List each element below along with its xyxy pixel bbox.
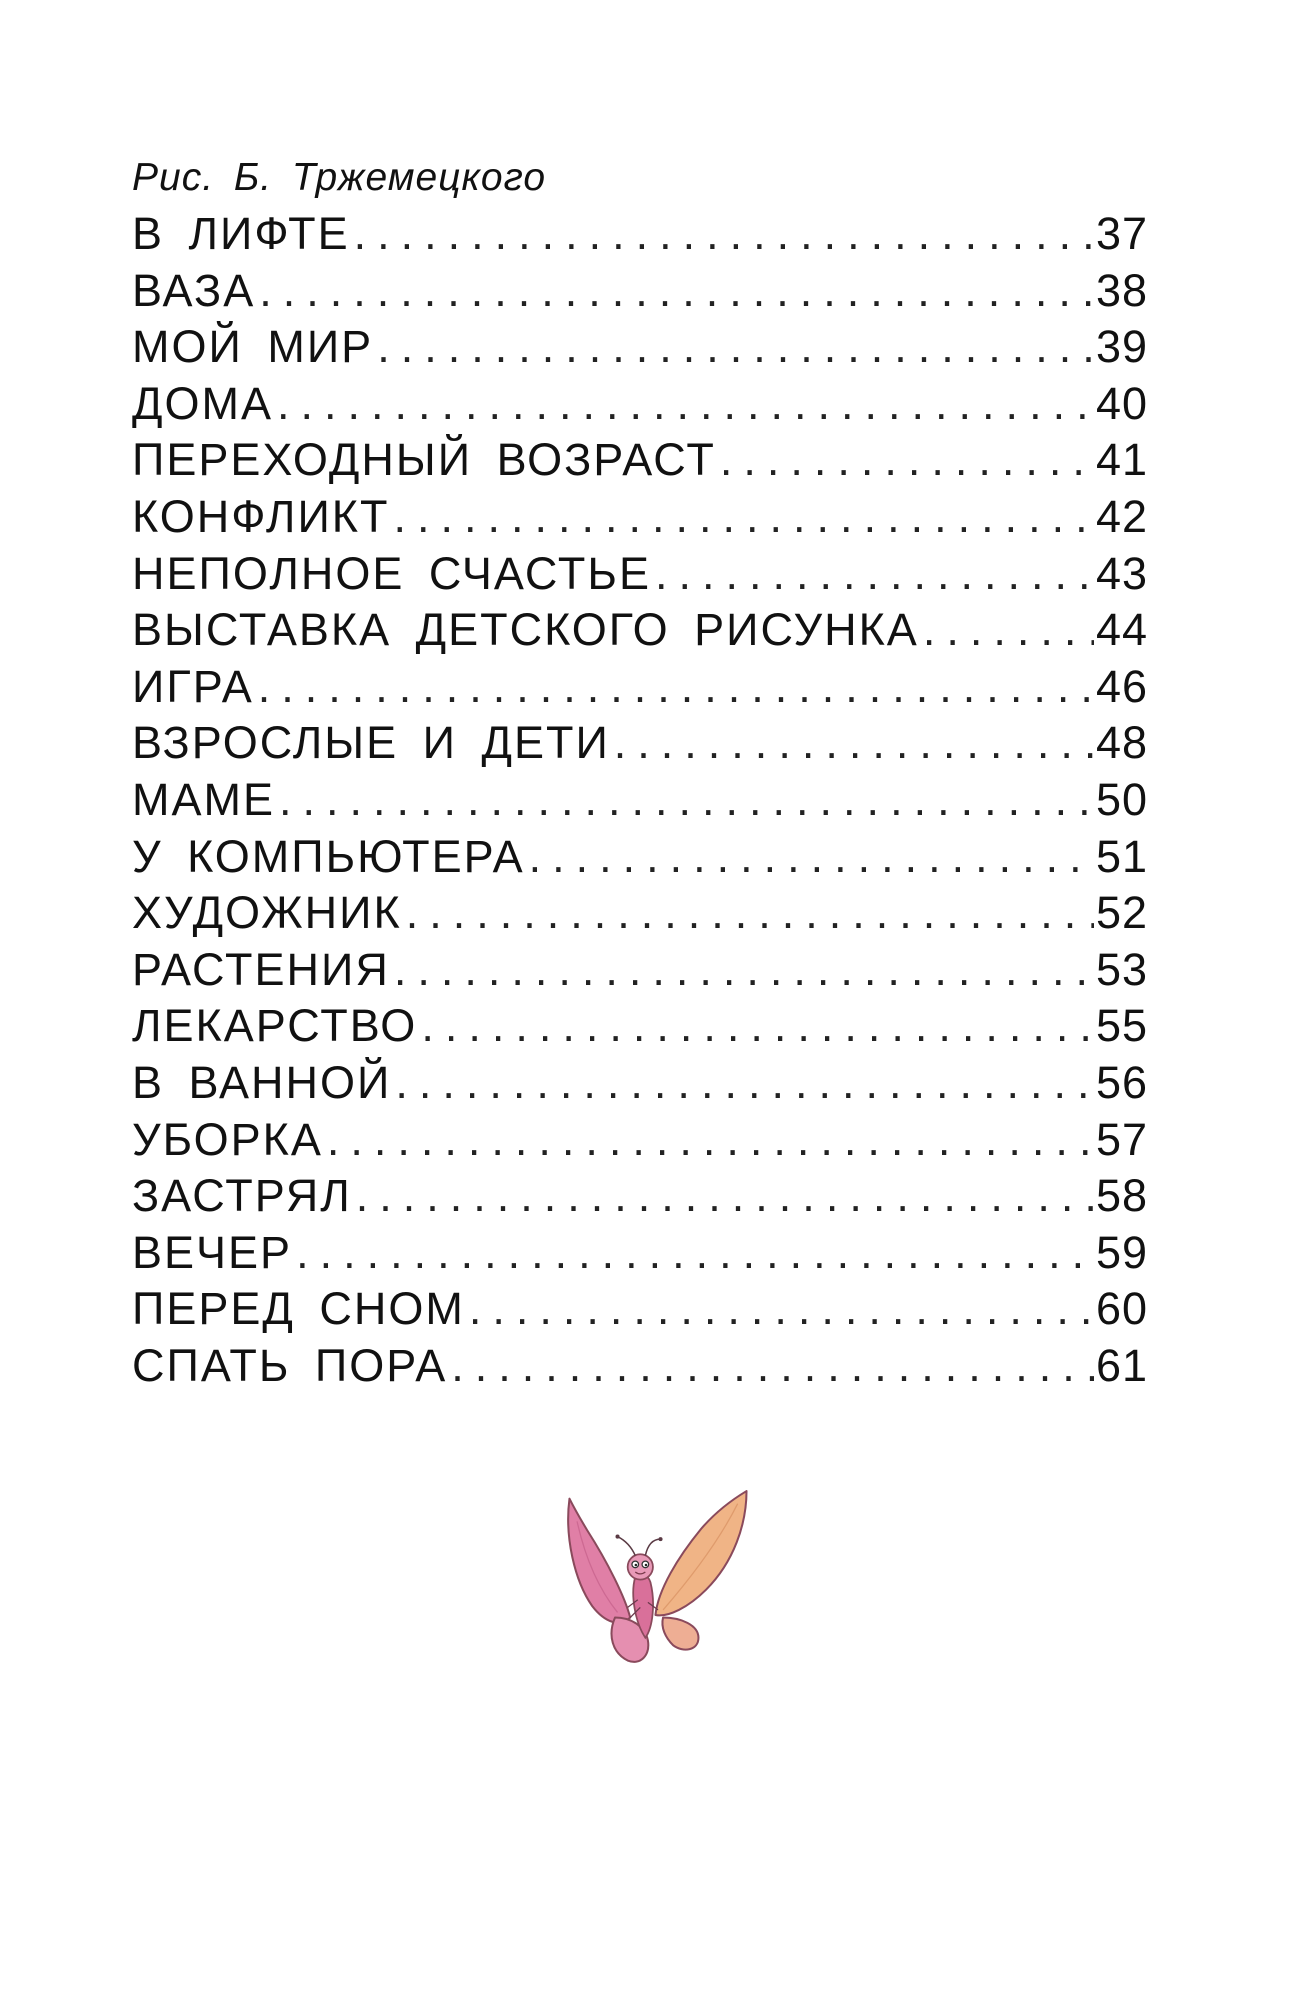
toc-entry-title: У КОМПЬЮТЕРА (132, 830, 525, 882)
toc-entry (132, 546, 1148, 603)
toc-entry-page: 55 (1095, 1000, 1148, 1052)
toc-entry-page: 39 (1095, 321, 1148, 373)
toc-entry (132, 1168, 1148, 1225)
toc-entry-title: ДОМА (132, 377, 273, 429)
toc-entry-page: 40 (1095, 377, 1148, 429)
toc-entry-title: ВЕЧЕР (132, 1226, 293, 1278)
butterfly-icon (556, 1486, 760, 1682)
dot-leader (406, 885, 1094, 942)
dot-leader (277, 376, 1094, 433)
toc-entry (132, 376, 1148, 433)
toc-entry-page: 43 (1095, 547, 1148, 599)
toc-entry (132, 319, 1148, 376)
toc-entry (132, 206, 1148, 263)
toc-entry-page: 42 (1095, 490, 1148, 542)
toc-entry-page: 52 (1095, 887, 1148, 939)
toc-entry-page: 56 (1095, 1056, 1148, 1108)
toc-entry (132, 1055, 1148, 1112)
toc-entry-page: 37 (1095, 208, 1148, 259)
toc-entry (132, 998, 1148, 1055)
butterfly-right-wing (655, 1491, 746, 1615)
butterfly-head (628, 1554, 653, 1579)
toc-entry-title: В ВАННОЙ (132, 1056, 392, 1108)
toc-entry (132, 659, 1148, 716)
toc-entry-title: ПЕРЕД СНОМ (132, 1283, 465, 1335)
toc-entry-title: НЕПОЛНОЕ СЧАСТЬЕ (132, 547, 651, 599)
toc-entry (132, 602, 1148, 659)
butterfly-left-wing (568, 1499, 630, 1623)
toc-entry-title: ХУДОЖНИК (132, 887, 402, 939)
toc-entry-page: 46 (1095, 660, 1148, 712)
toc-entry-title: ВЗРОСЛЫЕ И ДЕТИ (132, 717, 610, 769)
toc-entry-title: СПАТЬ ПОРА (132, 1339, 448, 1391)
illustrator-credit: Рис. Б. Тржемецкого (132, 156, 547, 199)
toc-entry-title: КОНФЛИКТ (132, 490, 390, 542)
dot-leader (258, 659, 1094, 716)
toc-entry-title: УБОРКА (132, 1113, 323, 1165)
toc-entry-page: 51 (1095, 830, 1148, 882)
dot-leader (394, 489, 1094, 546)
toc-entry-page: 60 (1095, 1283, 1148, 1335)
dot-leader (394, 942, 1094, 999)
toc-entry (132, 432, 1148, 489)
toc-entry-title: МАМЕ (132, 773, 275, 825)
toc-entry-title: МОЙ МИР (132, 321, 374, 373)
toc-entry-page: 41 (1095, 434, 1148, 486)
toc-entry (132, 942, 1148, 999)
dot-leader (377, 319, 1094, 376)
dot-leader (354, 206, 1094, 263)
toc-entry-title: ВАЗА (132, 264, 256, 316)
toc-entry-page: 61 (1095, 1339, 1148, 1391)
toc-entry-page: 58 (1095, 1170, 1148, 1222)
toc-entry-page: 44 (1095, 604, 1148, 656)
butterfly-right-lower-wing (662, 1618, 698, 1650)
dot-leader (421, 998, 1094, 1055)
toc-entry (132, 772, 1148, 829)
dot-leader (529, 829, 1094, 886)
toc-entry (132, 829, 1148, 886)
dot-leader (614, 715, 1094, 772)
dot-leader (395, 1055, 1094, 1112)
toc-entry-title: ЛЕКАРСТВО (132, 1000, 418, 1052)
toc-entry (132, 1112, 1148, 1169)
toc-entry (132, 1225, 1148, 1282)
toc-entry (132, 715, 1148, 772)
toc-entry-page: 50 (1095, 773, 1148, 825)
toc-entry (132, 885, 1148, 942)
dot-leader (296, 1225, 1094, 1282)
toc-entry-title: ПЕРЕХОДНЫЙ ВОЗРАСТ (132, 434, 716, 486)
toc-entry-title: В ЛИФТЕ (132, 208, 350, 259)
toc-entry-page: 53 (1095, 943, 1148, 995)
toc-entry-page: 48 (1095, 717, 1148, 769)
toc-entry (132, 489, 1148, 546)
toc-entry-page: 57 (1095, 1113, 1148, 1165)
toc-entry-title: ВЫСТАВКА ДЕТСКОГО РИСУНКА (132, 604, 919, 656)
toc-entry-title: РАСТЕНИЯ (132, 943, 390, 995)
toc-entry-page: 38 (1095, 264, 1148, 316)
dot-leader (259, 263, 1094, 320)
dot-leader (720, 432, 1094, 489)
toc-entry-title: ИГРА (132, 660, 254, 712)
dot-leader (327, 1112, 1094, 1169)
dot-leader (655, 546, 1094, 603)
dot-leader (279, 772, 1094, 829)
dot-leader (923, 602, 1094, 659)
table-of-contents (132, 206, 1148, 1394)
toc-entry (132, 1281, 1148, 1338)
toc-entry (132, 263, 1148, 320)
dot-leader (451, 1338, 1094, 1395)
dot-leader (469, 1281, 1094, 1338)
toc-entry-page: 59 (1095, 1226, 1148, 1278)
dot-leader (356, 1168, 1094, 1225)
toc-entry (132, 1338, 1148, 1395)
toc-entry-title: ЗАСТРЯЛ (132, 1170, 352, 1222)
